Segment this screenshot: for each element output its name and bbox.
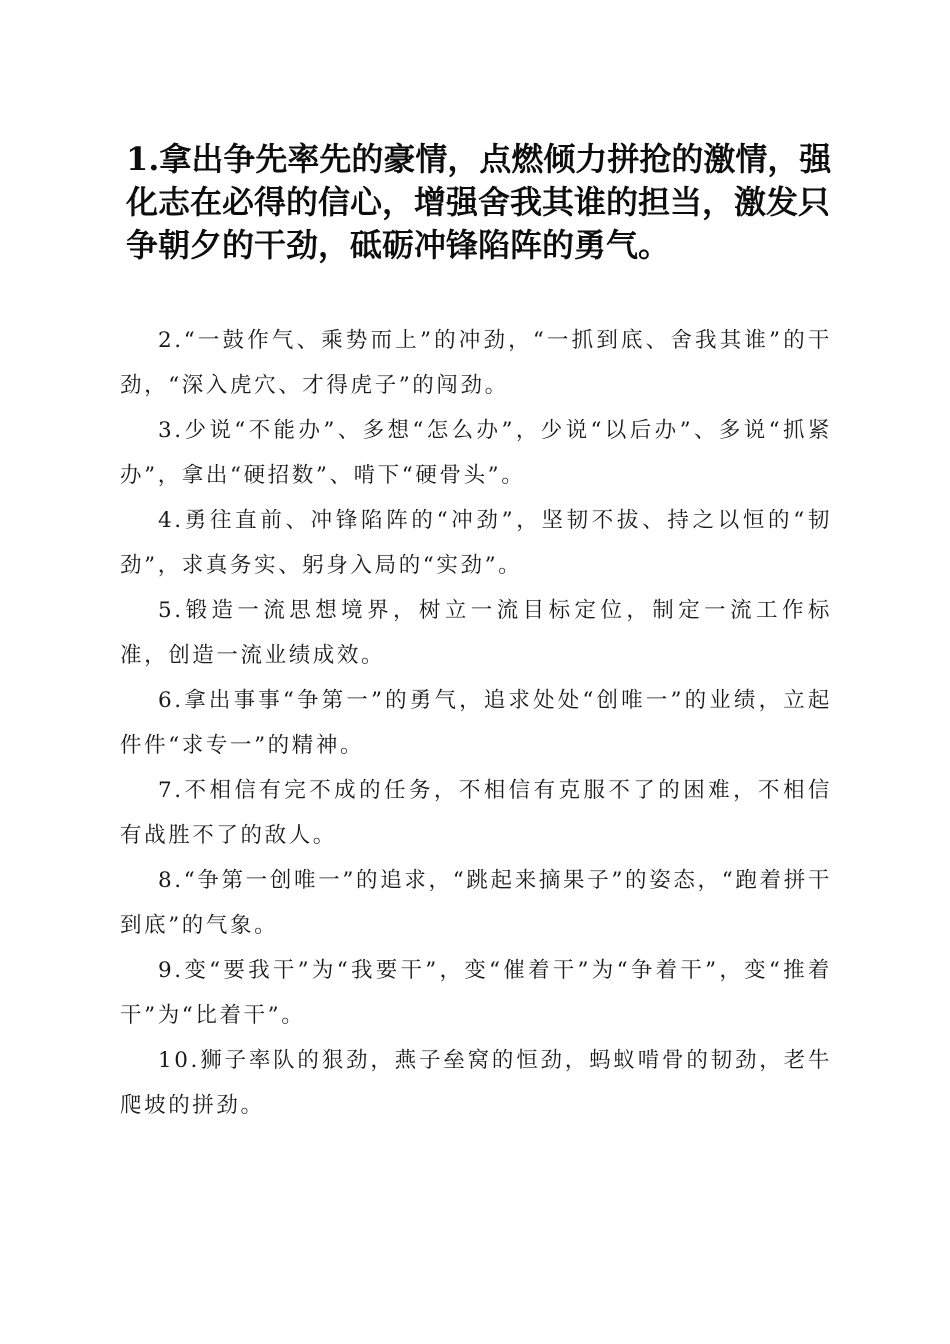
document-heading: 1.拿出争先率先的豪情，点燃倾力拼抢的激情，强化志在必得的信心，增强舍我其谁的担当，激发只争朝夕的干劲，砥砺冲锋陷阵的勇气。 xyxy=(126,140,832,264)
list-item: 2.“一鼓作气、乘势而上”的冲劲，“一抓到底、舍我其谁”的干劲，“深入虎穴、才得虎子”的闯劲。 xyxy=(120,328,832,398)
phrase-list xyxy=(120,318,832,1128)
list-item: 8.“争第一创唯一”的追求，“跳起来摘果子”的姿态，“跑着拼干到底”的气象。 xyxy=(120,868,832,938)
list-item: 10.狮子率队的狠劲，燕子垒窝的恒劲，蚂蚁啃骨的韧劲，老牛爬坡的拼劲。 xyxy=(120,1048,832,1118)
list-item: 7.不相信有完不成的任务，不相信有克服不了的困难，不相信有战胜不了的敌人。 xyxy=(120,778,832,848)
list-item: 3.少说“不能办”、多想“怎么办”，少说“以后办”、多说“抓紧办”，拿出“硬招数”、啃下“硬骨头”。 xyxy=(120,418,832,488)
list-item: 6.拿出事事“争第一”的勇气，追求处处“创唯一”的业绩，立起件件“求专一”的精神。 xyxy=(120,688,832,758)
list-item: 4.勇往直前、冲锋陷阵的“冲劲”，坚韧不拔、持之以恒的“韧劲”，求真务实、躬身入局的“实劲”。 xyxy=(120,508,832,578)
list-item: 5.锻造一流思想境界，树立一流目标定位，制定一流工作标准，创造一流业绩成效。 xyxy=(120,598,832,668)
list-item: 9.变“要我干”为“我要干”，变“催着干”为“争着干”，变“推着干”为“比着干”。 xyxy=(120,958,832,1028)
